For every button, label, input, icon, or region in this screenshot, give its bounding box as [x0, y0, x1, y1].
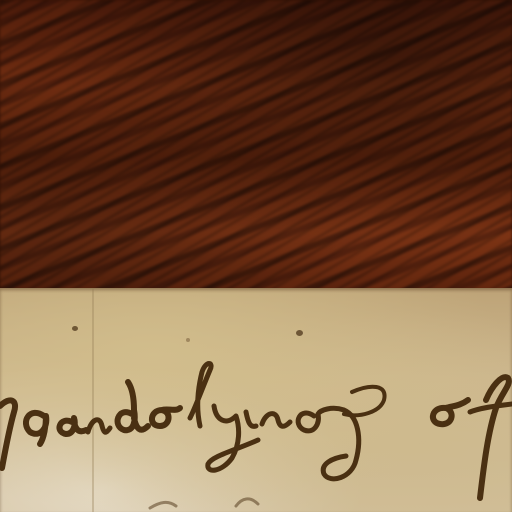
- script-stroke: [208, 406, 258, 470]
- script-stroke: [88, 420, 110, 433]
- script-stroke: [152, 408, 180, 426]
- script-stroke: [0, 400, 15, 468]
- script-stroke: [470, 404, 512, 412]
- script-stroke: [150, 499, 258, 508]
- handwritten-script: [0, 288, 512, 512]
- script-stroke: [480, 377, 509, 498]
- script-stroke: [190, 364, 211, 427]
- script-stroke: [26, 413, 46, 444]
- script-stroke: [298, 408, 359, 478]
- script-stroke: [433, 400, 468, 424]
- script-stroke: [59, 418, 86, 434]
- script-stroke: [118, 382, 148, 430]
- script-stroke: [246, 412, 290, 426]
